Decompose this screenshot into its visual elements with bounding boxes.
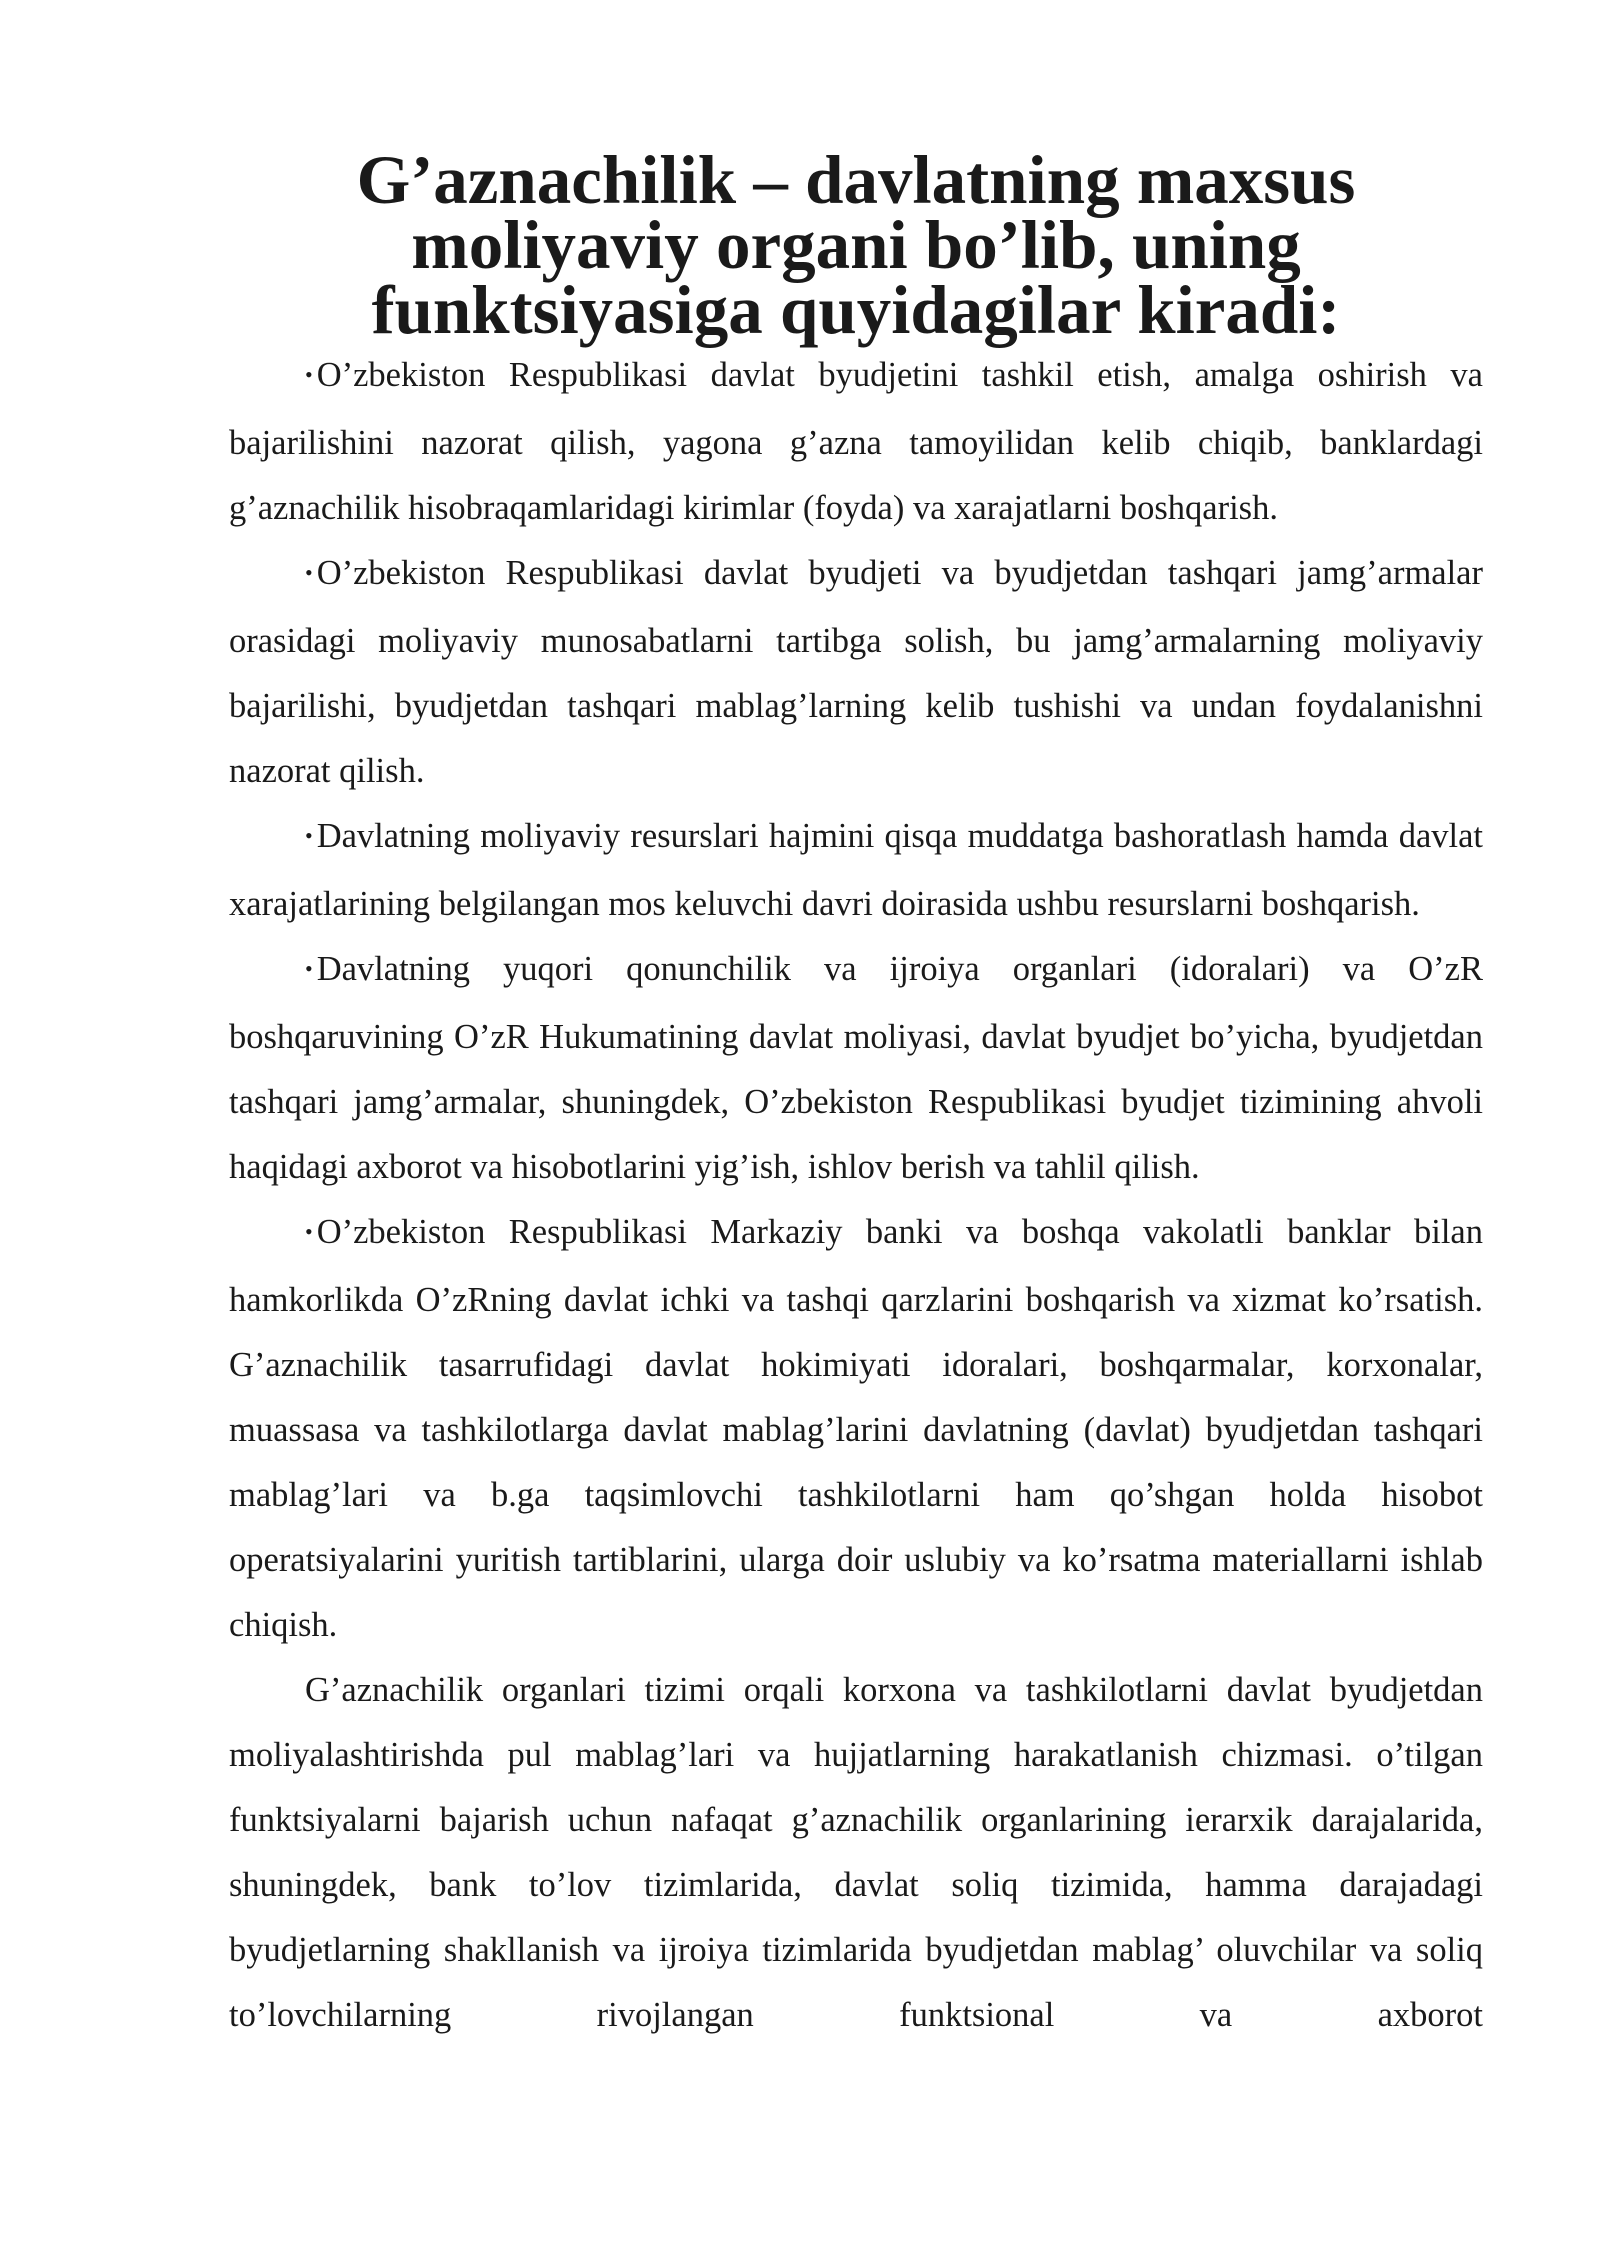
document-heading [229,142,1483,348]
bullet-text: Davlatning yuqori qonunchilik va ijroiya organlari (idoralari) va O’zR boshqaruvining O’zR Hukumatining davlat moliyasi, davlat byudjet bo’yicha, byudjetdan tashqari jamg’armalar, shuningdek, O’zbekiston Respublikasi byudjet tizimining ahvoli haqidagi axborot va hisobotlarini yig’ish, ishlov berish va tahlil qilish. [229,950,1483,1186]
heading-line-1: G’aznachilik – davlatning maxsus moliyaviy organi bo’lib, uning [356,142,1356,283]
bullet-paragraph [229,804,1483,937]
bullet-paragraph [229,1200,1483,1658]
bullet-text: Davlatning moliyaviy resurslari hajmini qisqa muddatga bashoratlash hamda davlat xarajatlarining belgilangan mos keluvchi davri doirasida ushbu resurslarni boshqarish. [229,817,1483,923]
bullet-text: O’zbekiston Respublikasi Markaziy banki va boshqa vakolatli banklar bilan hamkorlikda O’zRning davlat ichki va tashqi qarzlarini boshqarish va xizmat ko’rsatish. G’aznachilik tasarrufidagi davlat hokimiyati idoralari, boshqarmalar, korxonalar, muassasa va tashkilotlarga davlat mablag’larini davlatning (davlat) byudjetdan tashqari mablag’lari va b.ga taqsimlovchi tashkilotlarni ham qo’shgan holda hisobot operatsiyalarini yuritish tartiblarini, ularga doir uslubiy va ko’rsatma materiallarni ishlab chiqish. [229,1213,1483,1644]
bullet-icon: • [305,560,313,585]
heading-line-2: funktsiyasiga quyidagilar kiradi: [371,272,1341,348]
bullet-icon: • [305,956,313,981]
bullet-paragraph [229,343,1483,541]
bullet-paragraph [229,937,1483,1200]
bullet-icon: • [305,1219,313,1244]
bullet-icon: • [305,362,313,387]
bullet-text: O’zbekiston Respublikasi davlat byudjetini tashkil etish, amalga oshirish va bajarilishini nazorat qilish, yagona g’azna tamoyilidan kelib chiqib, banklardagi g’aznachilik hisobraqamlaridagi kirimlar (foyda) va xarajatlarni boshqarish. [229,356,1483,527]
bullet-paragraph [229,541,1483,804]
bullet-text: O’zbekiston Respublikasi davlat byudjeti va byudjetdan tashqari jamg’armalar orasidagi moliyaviy munosabatlarni tartibga solish, bu jamg’armalarning moliyaviy bajarilishi, byudjetdan tashqari mablag’larning kelib tushishi va undan foydalanishni nazorat qilish. [229,554,1483,790]
bullet-icon: • [305,823,313,848]
document-page [229,142,1483,2048]
closing-paragraph: G’aznachilik organlari tizimi orqali korxona va tashkilotlarni davlat byudjetdan moliyalashtirishda pul mablag’lari va hujjatlarning harakatlanish chizmasi. o’tilgan funktsiyalarni bajarish uchun nafaqat g’aznachilik organlarining ierarxik darajalarida, shuningdek, bank to’lov tizimlarida, davlat soliq tizimida, hamma darajadagi byudjetlarning shakllanish va ijroiya tizimlarida byudjetdan mablag’ oluvchilar va soliq to’lovchilarning rivojlangan funktsional va axborot [229,1671,1483,2034]
